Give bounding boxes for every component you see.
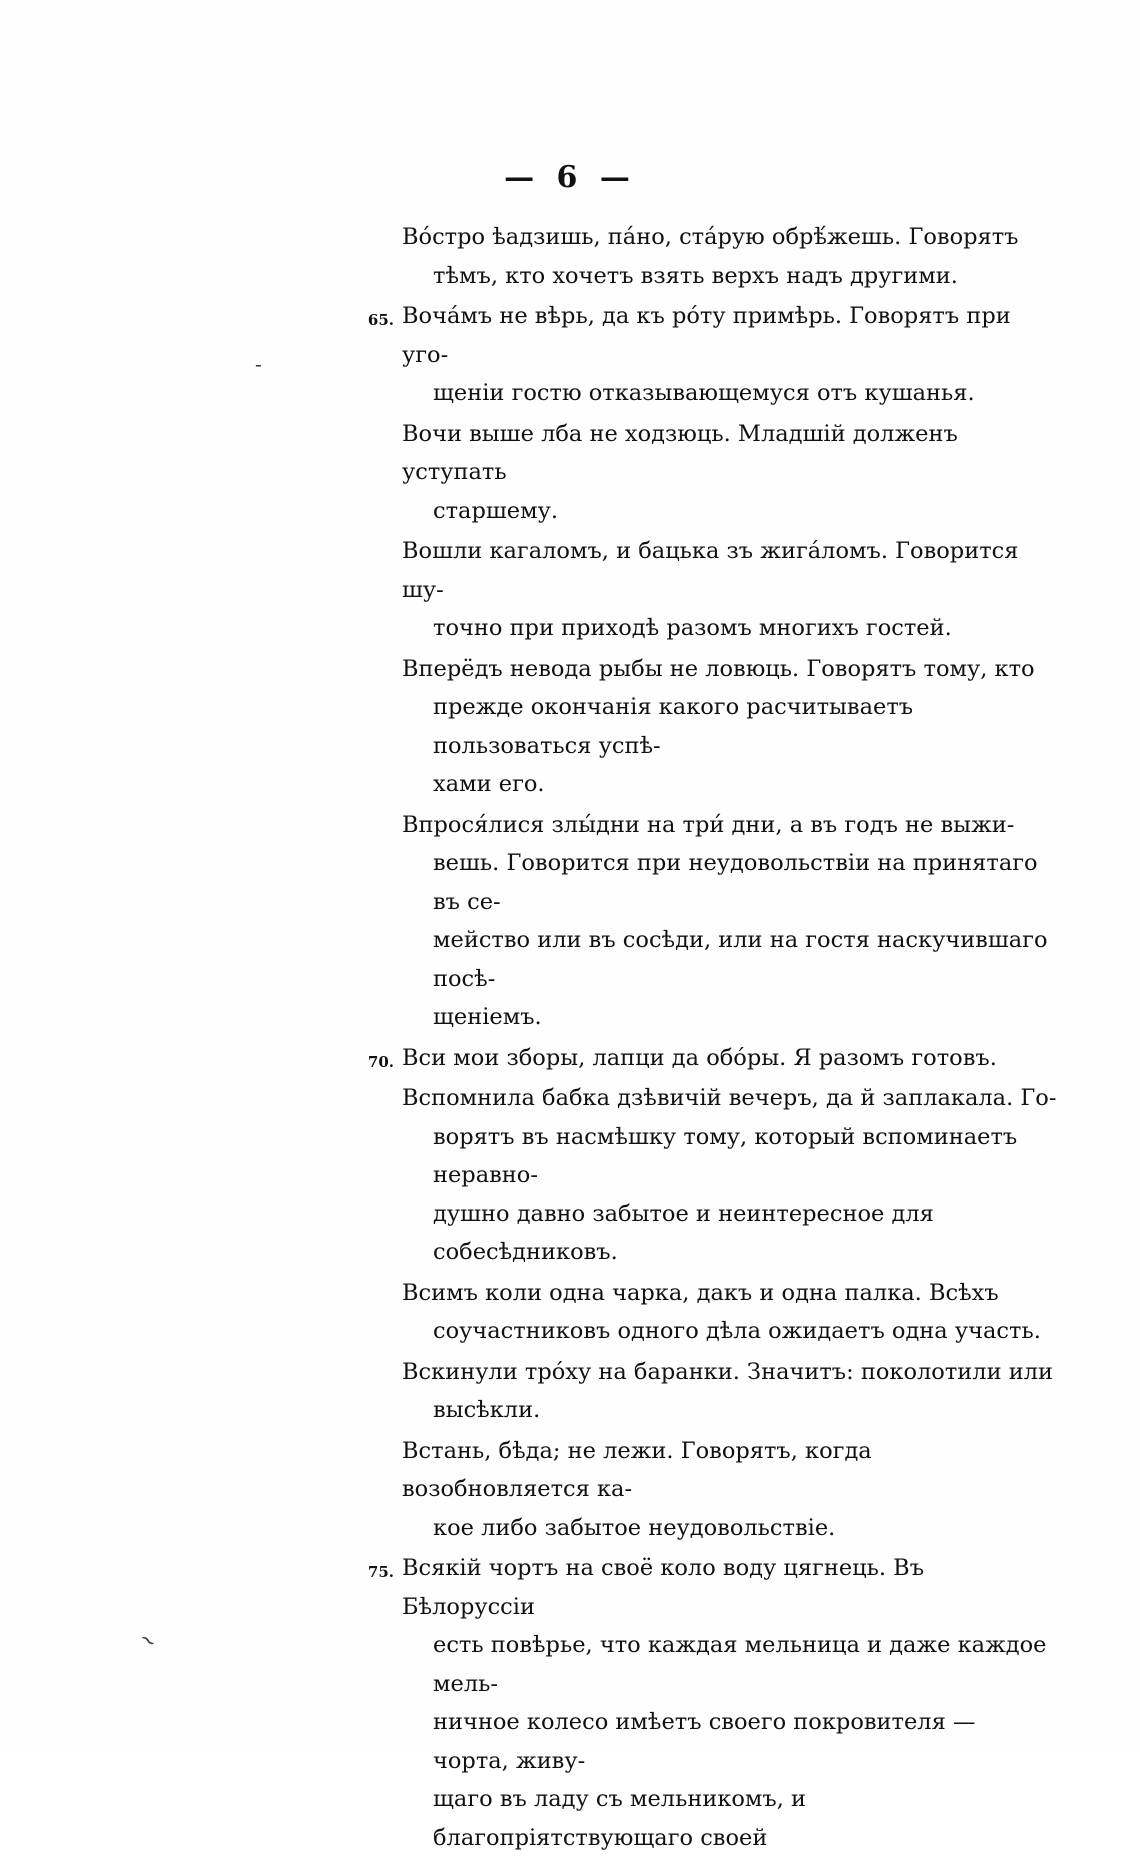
proverb-entry — [398, 806, 1058, 1037]
entry-continuation-line: щеніемъ. — [433, 1004, 542, 1030]
entry-continuation-line: прежде окончанія какого расчитываетъ пользоваться успѣ- — [433, 694, 914, 759]
proverb-entry — [398, 1274, 1058, 1351]
entry-continuation-line: кое либо забытое неудовольствіе. — [433, 1514, 836, 1541]
proverb-entry — [367, 1549, 1058, 1857]
print-speck: - — [255, 352, 262, 376]
proverb-entry — [398, 415, 1058, 531]
entry-continuation-line: высѣкли. — [433, 1397, 541, 1423]
entry-continuation-line: щаго въ ладу съ мельникомъ, и благопріятствующаго своей — [433, 1786, 807, 1851]
entry-first-line: Всимъ коли одна чарка, дакъ и одна палка. Всѣхъ — [402, 1279, 999, 1306]
entry-continuation-line: щеніи гостю отказывающемуся отъ кушанья. — [433, 380, 975, 406]
entry-first-line: Вперёдъ невода рыбы не ловюць. Говорятъ тому, кто — [402, 655, 1035, 682]
proverb-entry — [367, 297, 1058, 413]
proverb-entry — [398, 1353, 1058, 1430]
proverb-entry — [398, 1432, 1058, 1548]
entry-continuation-line: ничное колесо имѣетъ своего покровителя — чорта, живу- — [433, 1709, 976, 1774]
entry-number: 75. — [367, 1563, 394, 1581]
entry-continuation-line: старшему. — [433, 497, 558, 524]
page-number: — 6 — — [504, 160, 636, 195]
entry-first-line: Вочи выше лба не ходзюць. Младшій долженъ уступать — [402, 420, 958, 485]
entry-first-line: Впрося́лися злы́дни на три́ дни, а въ годъ не выжи- — [402, 811, 1015, 838]
entry-continuation-line: есть повѣрье, что каждая мельница и даже каждое мель- — [433, 1632, 1047, 1697]
entry-first-line: Вспомнила бабка дзѣвичій вечеръ, да й заплакала. Го- — [402, 1085, 1057, 1111]
proverb-entry — [398, 1079, 1058, 1272]
proverb-entry — [367, 1039, 1058, 1078]
proverb-entry — [398, 650, 1058, 804]
proverb-list — [367, 218, 1058, 1859]
entry-first-line: Вси мои зборы, лапци да обóры. Я разомъ готовъ. — [402, 1044, 997, 1071]
entry-continuation-line: мейство или въ сосѣди, или на гостя наскучившаго посѣ- — [433, 927, 1048, 992]
entry-first-line: Вскинули трóху на баранки. Значитъ: поколотили или — [402, 1358, 1054, 1385]
entry-continuation-line: соучастниковъ одного дѣла ожидаетъ одна участь. — [433, 1318, 1041, 1344]
entry-first-line: Во́стро ѣадзишь, па́но, ста́рую обрѣ́жешь. Говорятъ — [402, 224, 1019, 250]
entry-continuation-line: тѣмъ, кто хочетъ взять верхъ надъ другими. — [433, 262, 958, 289]
entry-number: 65. — [367, 311, 394, 329]
entry-number: 70. — [367, 1052, 394, 1071]
print-speck: ~ — [134, 1625, 163, 1655]
proverb-entry — [398, 218, 1058, 295]
entry-first-line: Встань, бѣда; не лежи. Говорятъ, когда возобновляется ка- — [402, 1437, 872, 1502]
entry-continuation-line: точно при приходѣ разомъ многихъ гостей. — [433, 615, 952, 641]
entry-continuation-line: вешь. Говорится при неудовольствіи на принятаго въ се- — [433, 850, 1038, 915]
entry-continuation-line: хами его. — [433, 771, 545, 797]
entry-continuation-line: душно давно забытое и неинтересное для собесѣдниковъ. — [433, 1200, 934, 1265]
proverb-entry — [398, 532, 1058, 648]
entry-continuation-line: ворятъ въ насмѣшку тому, который вспоминаетъ неравно- — [433, 1123, 1018, 1188]
entry-first-line: Вошли кагаломъ, и бацька зъ жигáломъ. Говорится шу- — [402, 538, 1019, 603]
entry-first-line: Всякій чортъ на своё коло воду цягнець. Въ Бѣлоруссіи — [402, 1555, 925, 1620]
entry-first-line: Вочáмъ не вѣрь, да къ рóту примѣрь. Говорятъ при уго- — [402, 303, 1011, 368]
